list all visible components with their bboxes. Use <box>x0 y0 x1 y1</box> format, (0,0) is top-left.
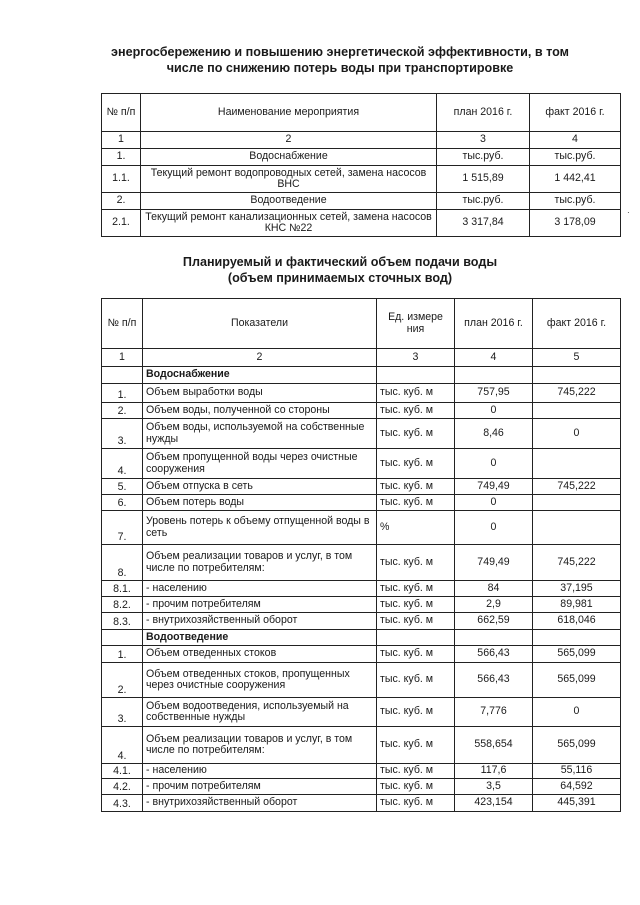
header-fact: факт 2016 г. <box>530 94 621 132</box>
index-cell: 1 <box>102 132 141 149</box>
row-indicator: - прочим потребителям <box>143 597 377 613</box>
row-num: 2. <box>102 403 143 419</box>
section-row-water-supply <box>102 367 621 384</box>
header-name: Наименование мероприятия <box>141 94 437 132</box>
row-unit: тыс. куб. м <box>377 646 455 663</box>
row-plan: 566,43 <box>455 646 533 663</box>
row-indicator: Объем выработки воды <box>143 384 377 403</box>
index-cell: 1 <box>102 349 143 367</box>
row-plan: тыс.руб. <box>437 149 530 166</box>
table-row <box>102 403 621 419</box>
table-row <box>102 764 621 779</box>
row-num: 7. <box>102 511 143 545</box>
row-indicator: - прочим потребителям <box>143 779 377 795</box>
volume-index-row <box>102 349 621 367</box>
row-unit: тыс. куб. м <box>377 495 455 511</box>
row-plan: 0 <box>455 511 533 545</box>
header-fact: факт 2016 г. <box>533 299 621 349</box>
row-plan: 662,59 <box>455 613 533 630</box>
row-indicator: Объем воды, полученной со стороны <box>143 403 377 419</box>
header-plan: план 2016 г. <box>437 94 530 132</box>
row-num: 4. <box>102 449 143 479</box>
row-fact <box>533 511 621 545</box>
row-fact: тыс.руб. <box>530 149 621 166</box>
table-row <box>102 495 621 511</box>
index-cell: 3 <box>377 349 455 367</box>
row-plan: 0 <box>455 449 533 479</box>
row-fact: 55,116 <box>533 764 621 779</box>
table-row <box>102 795 621 812</box>
row-fact: 37,195 <box>533 581 621 597</box>
row-indicator: - внутрихозяйственный оборот <box>143 795 377 812</box>
row-fact: 0 <box>533 419 621 449</box>
header-plan: план 2016 г. <box>455 299 533 349</box>
row-plan: 117,6 <box>455 764 533 779</box>
row-unit: тыс. куб. м <box>377 449 455 479</box>
row-unit: тыс. куб. м <box>377 727 455 764</box>
row-fact: 618,046 <box>533 613 621 630</box>
row-unit: тыс. куб. м <box>377 581 455 597</box>
heading-energy-line1: энергосбережению и повышению энергетической эффективности, в том <box>111 45 569 59</box>
row-num: 3. <box>102 419 143 449</box>
water-volume-table <box>101 298 621 812</box>
row-unit: тыс. куб. м <box>377 597 455 613</box>
row-num: 8. <box>102 545 143 581</box>
table-row <box>102 449 621 479</box>
row-num: 8.1. <box>102 581 143 597</box>
row-fact: 565,099 <box>533 663 621 698</box>
row-unit: тыс. куб. м <box>377 403 455 419</box>
row-num: 1.1. <box>102 166 141 193</box>
row-name: Текущий ремонт канализационных сетей, замена насосов КНС №22 <box>141 210 437 237</box>
row-plan: 7,776 <box>455 698 533 727</box>
row-fact: 3 178,09 <box>530 210 621 237</box>
row-fact: тыс.руб. <box>530 193 621 210</box>
row-unit: тыс. куб. м <box>377 545 455 581</box>
table-row <box>102 597 621 613</box>
row-num: 1. <box>102 646 143 663</box>
row-plan: тыс.руб. <box>437 193 530 210</box>
row-num: 8.2. <box>102 597 143 613</box>
row-indicator: Объем реализации товаров и услуг, в том числе по потребителям: <box>143 727 377 764</box>
row-plan: 2,9 <box>455 597 533 613</box>
row-plan: 749,49 <box>455 545 533 581</box>
row-fact <box>533 403 621 419</box>
row-indicator: - внутрихозяйственный оборот <box>143 613 377 630</box>
stray-mark: · <box>627 208 630 217</box>
row-plan: 558,654 <box>455 727 533 764</box>
table-row <box>102 149 621 166</box>
table-row <box>102 698 621 727</box>
table-row <box>102 479 621 495</box>
row-indicator: Объем реализации товаров и услуг, в том числе по потребителям: <box>143 545 377 581</box>
measures-index-row <box>102 132 621 149</box>
row-plan: 0 <box>455 403 533 419</box>
row-fact: 445,391 <box>533 795 621 812</box>
measures-header-row <box>102 94 621 132</box>
volume-header-row <box>102 299 621 349</box>
row-unit: тыс. куб. м <box>377 479 455 495</box>
table-row <box>102 193 621 210</box>
table-row <box>102 210 621 237</box>
row-indicator: Объем отведенных стоков <box>143 646 377 663</box>
section-row-sewerage <box>102 630 621 646</box>
heading-volume-line1: Планируемый и фактический объем подачи воды <box>182 255 498 269</box>
row-indicator: Объем отведенных стоков, пропущенных через очистные сооружения <box>143 663 377 698</box>
row-fact <box>533 495 621 511</box>
row-num: 5. <box>102 479 143 495</box>
row-fact <box>533 449 621 479</box>
row-indicator: - населению <box>143 581 377 597</box>
row-num: 4.1. <box>102 764 143 779</box>
row-num: 6. <box>102 495 143 511</box>
heading-water-volume <box>100 254 580 286</box>
row-fact: 565,099 <box>533 727 621 764</box>
row-num: 1. <box>102 149 141 166</box>
row-indicator: Объем потерь воды <box>143 495 377 511</box>
row-plan: 1 515,89 <box>437 166 530 193</box>
heading-energy-line2: числе по снижению потерь воды при транспортировке <box>166 61 514 75</box>
row-plan: 3 317,84 <box>437 210 530 237</box>
index-cell: 5 <box>533 349 621 367</box>
row-indicator: Объем отпуска в сеть <box>143 479 377 495</box>
table-row <box>102 384 621 403</box>
row-name: Водоснабжение <box>141 149 437 166</box>
row-plan: 84 <box>455 581 533 597</box>
header-num: № п/п <box>102 94 141 132</box>
row-plan: 3,5 <box>455 779 533 795</box>
row-indicator: - населению <box>143 764 377 779</box>
index-cell: 3 <box>437 132 530 149</box>
row-plan: 0 <box>455 495 533 511</box>
index-cell: 4 <box>455 349 533 367</box>
row-name: Водоотведение <box>141 193 437 210</box>
row-unit: тыс. куб. м <box>377 613 455 630</box>
row-num: 3. <box>102 698 143 727</box>
table-row <box>102 419 621 449</box>
table-row <box>102 511 621 545</box>
row-indicator: Объем пропущенной воды через очистные сооружения <box>143 449 377 479</box>
row-fact: 64,592 <box>533 779 621 795</box>
row-name: Текущий ремонт водопроводных сетей, замена насосов ВНС <box>141 166 437 193</box>
index-cell: 2 <box>143 349 377 367</box>
table-row <box>102 613 621 630</box>
row-num: 1. <box>102 384 143 403</box>
row-fact: 0 <box>533 698 621 727</box>
row-num: 4. <box>102 727 143 764</box>
row-unit: % <box>377 511 455 545</box>
row-fact: 745,222 <box>533 384 621 403</box>
row-plan: 566,43 <box>455 663 533 698</box>
table-row <box>102 545 621 581</box>
row-fact: 565,099 <box>533 646 621 663</box>
row-unit: тыс. куб. м <box>377 779 455 795</box>
row-unit: тыс. куб. м <box>377 795 455 812</box>
row-plan: 423,154 <box>455 795 533 812</box>
row-num: 4.2. <box>102 779 143 795</box>
row-unit: тыс. куб. м <box>377 764 455 779</box>
table-row <box>102 779 621 795</box>
row-num: 4.3. <box>102 795 143 812</box>
heading-energy-saving <box>100 44 580 76</box>
section-water-supply: Водоснабжение <box>143 367 377 384</box>
row-indicator: Уровень потерь к объему отпущенной воды в сеть <box>143 511 377 545</box>
section-sewerage: Водоотведение <box>143 630 377 646</box>
index-cell: 2 <box>141 132 437 149</box>
header-num: № п/п <box>102 299 143 349</box>
table-row <box>102 727 621 764</box>
measures-table <box>101 93 621 237</box>
row-plan: 749,49 <box>455 479 533 495</box>
index-cell: 4 <box>530 132 621 149</box>
row-num: 8.3. <box>102 613 143 630</box>
row-unit: тыс. куб. м <box>377 419 455 449</box>
row-plan: 757,95 <box>455 384 533 403</box>
table-row <box>102 166 621 193</box>
table-row <box>102 646 621 663</box>
row-num: 2. <box>102 193 141 210</box>
table-row <box>102 663 621 698</box>
row-fact: 745,222 <box>533 479 621 495</box>
row-fact: 745,222 <box>533 545 621 581</box>
row-plan: 8,46 <box>455 419 533 449</box>
table-row <box>102 581 621 597</box>
row-num: 2. <box>102 663 143 698</box>
heading-volume-line2: (объем принимаемых сточных вод) <box>227 271 453 285</box>
row-indicator: Объем воды, используемой на собственные нужды <box>143 419 377 449</box>
row-unit: тыс. куб. м <box>377 384 455 403</box>
header-unit: Ед. измере ния <box>377 299 455 349</box>
row-fact: 1 442,41 <box>530 166 621 193</box>
row-num: 2.1. <box>102 210 141 237</box>
row-unit: тыс. куб. м <box>377 698 455 727</box>
header-indicators: Показатели <box>143 299 377 349</box>
row-indicator: Объем водоотведения, используемый на собственные нужды <box>143 698 377 727</box>
row-fact: 89,981 <box>533 597 621 613</box>
row-unit: тыс. куб. м <box>377 663 455 698</box>
